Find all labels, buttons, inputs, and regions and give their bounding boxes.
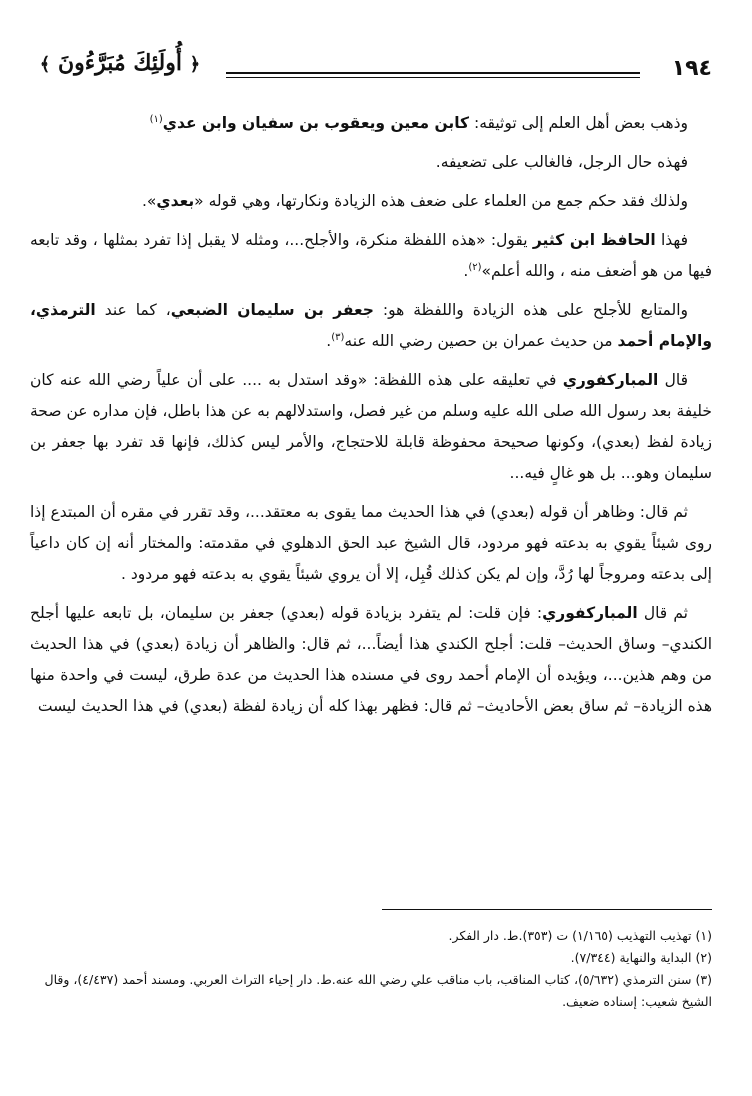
paragraph bbox=[30, 497, 712, 590]
paragraph bbox=[30, 598, 712, 722]
text-run: وذهب بعض أهل العلم إلى توثيقه: bbox=[469, 114, 688, 132]
paragraph bbox=[30, 108, 712, 139]
text-run: يقول: «هذه اللفظة منكرة، والأجلح...، ومثله لا يقبل إذا تفرد بمثلها ، وقد تابعه فيها من هو أضعف منه ، والله أعلم» bbox=[30, 231, 712, 280]
footnote-ref: (٢) bbox=[468, 261, 482, 273]
footnote-ref: (٣) bbox=[331, 331, 345, 343]
emphasis-text: المباركفوري bbox=[542, 604, 638, 622]
running-title-text: أُولَئِكَ مُبَرَّءُونَ bbox=[58, 50, 182, 76]
text-run: ثم قال: وظاهر أن قوله (بعدي) في هذا الحديث مما يقوى به معتقد...، وقد تقرر في مقره أن المبتدع إذا روى شيئاً يقوي به بدعته فهو مردود، قال الشيخ عبد الحق الدهلوي في مقدمته: والمختار أنه إن كان داعياً إلى بدعته ومروجاً لها رُدَّ، وإن لم يكن كذلك قُبِل، إلا أن يروي شيئاً يقوي به بدعته فهو مردود . bbox=[30, 503, 712, 583]
emphasis-text: المباركفوري bbox=[562, 371, 659, 389]
text-run: ولذلك فقد حكم جمع من العلماء على ضعف هذه الزيادة ونكارتها، وهي قوله « bbox=[194, 192, 688, 210]
text-run: فهذه حال الرجل، فالغالب على تضعيفه. bbox=[435, 153, 688, 171]
text-run: والمتابع للأجلح على هذه الزيادة واللفظة هو: bbox=[373, 301, 688, 319]
ornament-right: ﴿ bbox=[189, 54, 201, 75]
emphasis-text: الترمذي، والإمام أحمد bbox=[30, 301, 712, 350]
text-run: . bbox=[463, 262, 469, 280]
emphasis-text: جعفر بن سليمان الضبعي bbox=[170, 301, 374, 319]
text-run: من حديث عمران بن حصين رضي الله عنه bbox=[344, 332, 618, 350]
header-rule bbox=[226, 72, 640, 78]
emphasis-text: كابن معين ويعقوب بن سفيان وابن عدي bbox=[162, 114, 470, 132]
text-run: ، كما عند bbox=[95, 301, 171, 319]
text-run: فهذا bbox=[655, 231, 688, 249]
text-run: قال bbox=[658, 371, 688, 389]
footnote-3: (٣) سنن الترمذي (٥/٦٣٢)، كتاب المناقب، باب مناقب علي رضي الله عنه.ط. دار إحياء التراث العربي. ومسند أحمد (٤/٤٣٧)، وقال الشيخ شعيب: إسناده ضعيف. bbox=[44, 972, 712, 1009]
footnote-ref: (١) bbox=[149, 113, 163, 125]
paragraph bbox=[30, 147, 712, 178]
page-number: ١٩٤ bbox=[671, 56, 712, 81]
paragraph bbox=[30, 225, 712, 287]
running-title bbox=[30, 50, 210, 76]
text-run: . bbox=[326, 332, 332, 350]
footnotes bbox=[30, 925, 712, 1013]
footnote-separator bbox=[382, 909, 712, 910]
footnote-2: (٢) البداية والنهاية (٧/٣٤٤). bbox=[570, 950, 712, 965]
paragraph bbox=[30, 295, 712, 357]
paragraph bbox=[30, 186, 712, 217]
body-text bbox=[30, 108, 712, 730]
text-run: ثم قال bbox=[637, 604, 688, 622]
text-run: ». bbox=[142, 192, 157, 210]
paragraph bbox=[30, 365, 712, 489]
emphasis-text: بعدي bbox=[156, 192, 195, 210]
footnote-1: (١) تهذيب التهذيب (١/١٦٥) ت (٣٥٣).ط. دار الفكر. bbox=[448, 928, 712, 943]
text-run: في تعليقه على هذه اللفظة: «وقد استدل به .... على أن علياً رضي الله عنه كان خليفة بعد رسول الله صلى الله عليه وسلم من غير فصل، واستدلالهم به عن هذا باطل، فإن مداره عن صحة زيادة لفظ (بعدي)، وكونها صحيحة محفوظة قابلة للاحتجاج، والأمر ليس كذلك، فإنها قد تفرد بها جعفر بن سليمان وهو... بل هو غالٍ فيه... bbox=[30, 371, 712, 482]
page-header bbox=[30, 48, 712, 92]
text-run: : فإن قلت: لم يتفرد بزيادة قوله (بعدي) جعفر بن سليمان، بل تابعه عليها أجلح الكندي– وساق الحديث– قلت: أجلح الكندي هذا أيضاً...، ثم قال: والظاهر أن زيادة (بعدي) في هذا الحديث من وهم هذين...، ويؤيده أن الإمام أحمد روى في مسنده هذا الحديث من عدة طرق، ليست في واحدة منها هذه الزيادة– ثم ساق بعض الأحاديث– ثم قال: فظهر بهذا كله أن زيادة لفظة (بعدي) في هذا الحديث ليست bbox=[30, 604, 712, 715]
emphasis-text: الحافظ ابن كثير bbox=[532, 231, 656, 249]
ornament-left: ﴾ bbox=[39, 54, 51, 75]
